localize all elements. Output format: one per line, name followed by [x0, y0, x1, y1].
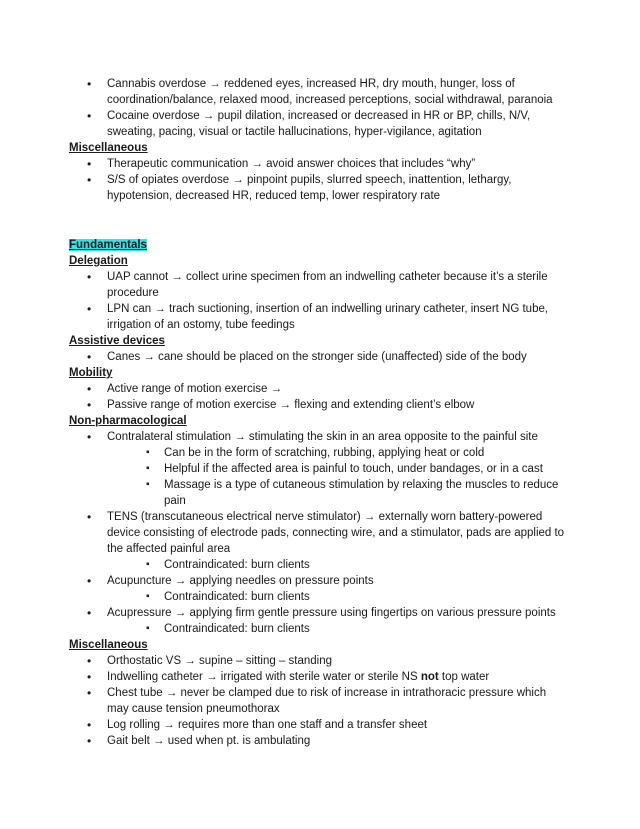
sub-list-item: ▪ Helpful if the affected area is painful to touch, under bandages, or in a cast: [69, 461, 569, 477]
list-item: • Chest tube → never be clamped due to risk of increase in intrathoracic pressure which may cause tension pneumothorax: [69, 685, 569, 717]
sub-list-item: ▪ Contraindicated: burn clients: [69, 621, 569, 637]
highlighted-title: Fundamentals: [69, 239, 147, 251]
sub-list-item: ▪ Can be in the form of scratching, rubbing, applying heat or cold: [69, 445, 569, 461]
list-item: • UAP cannot → collect urine specimen from an indwelling catheter because it’s a sterile procedure: [69, 269, 569, 301]
section-heading-mobility: Mobility: [69, 367, 113, 379]
list-item: • Orthostatic VS → supine – sitting – standing: [69, 653, 569, 669]
section-heading-assistive-devices: Assistive devices: [69, 335, 165, 347]
bold-text: not: [420, 671, 439, 683]
section-heading-non-pharmacological: Non-pharmacological: [69, 415, 187, 427]
sub-list-item: ▪ Massage is a type of cutaneous stimulation by relaxing the muscles to reduce pain: [69, 477, 569, 509]
sub-list-item: ▪ Contraindicated: burn clients: [69, 589, 569, 605]
delegation-list: [69, 269, 569, 333]
miscellaneous-list-2: [69, 653, 569, 749]
list-item: • Cocaine overdose → pupil dilation, increased or decreased in HR or BP, chills, N/V, sweating, pacing, visual or tactile hallucinations, hyper-vigilance, agitation: [69, 108, 569, 140]
list-item: • Passive range of motion exercise → flexing and extending client’s elbow: [69, 397, 569, 413]
list-item: • Acupressure → applying firm gentle pressure using fingertips on various pressure points: [69, 605, 569, 621]
miscellaneous-list: [69, 156, 569, 204]
non-pharmacological-list: [69, 429, 569, 445]
section-heading-delegation: Delegation: [69, 255, 128, 267]
list-item: • Therapeutic communication → avoid answer choices that includes “why”: [69, 156, 569, 172]
list-item: • S/S of opiates overdose → pinpoint pupils, slurred speech, inattention, lethargy, hypotension, decreased HR, reduced temp, lower respiratory rate: [69, 172, 569, 204]
list-item: • TENS (transcutaneous electrical nerve stimulator) → externally worn battery-powered device consisting of electrode pads, connecting wire, and a stimulator, pads are applied to the affected painful area: [69, 509, 569, 557]
text-run: Indwelling catheter → irrigated with sterile water or sterile NS: [107, 671, 421, 683]
section-heading-miscellaneous-2: Miscellaneous: [69, 639, 148, 651]
list-item: [69, 429, 569, 445]
list-item: • LPN can → trach suctioning, insertion of an indwelling urinary catheter, insert NG tube, irrigation of an ostomy, tube feedings: [69, 301, 569, 333]
list-item: • Acupuncture → applying needles on pressure points: [69, 573, 569, 589]
list-item: • Log rolling → requires more than one staff and a transfer sheet: [69, 717, 569, 733]
sub-list-item: ▪ Contraindicated: burn clients: [69, 557, 569, 573]
acupressure-list: [69, 605, 569, 621]
list-item: • Cannabis overdose → reddened eyes, increased HR, dry mouth, hunger, loss of coordination/balance, relaxed mood, increased perceptions, social withdrawal, paranoia: [69, 76, 569, 108]
list-item: [69, 669, 569, 685]
list-item: • Canes → cane should be placed on the stronger side (unaffected) side of the body: [69, 349, 569, 365]
tens-sublist: [69, 557, 569, 573]
list-item: • Gait belt → used when pt. is ambulating: [69, 733, 569, 749]
tens-list: [69, 509, 569, 557]
acupuncture-sublist: [69, 589, 569, 605]
contralateral-sublist: [69, 445, 569, 509]
list-item-text: Contralateral stimulation → stimulating the skin in an area opposite to the painful site: [107, 431, 538, 443]
assistive-list: [69, 349, 569, 365]
text-run: top water: [438, 671, 490, 683]
list-item: • Active range of motion exercise →: [69, 381, 569, 397]
acupressure-sublist: [69, 621, 569, 637]
mobility-list: [69, 381, 569, 413]
overdose-list: [69, 76, 569, 140]
spacer: [69, 204, 569, 237]
section-heading-miscellaneous: Miscellaneous: [69, 142, 148, 154]
document-content: [69, 76, 569, 749]
acupuncture-list: [69, 573, 569, 589]
section-title-fundamentals: [69, 237, 569, 253]
